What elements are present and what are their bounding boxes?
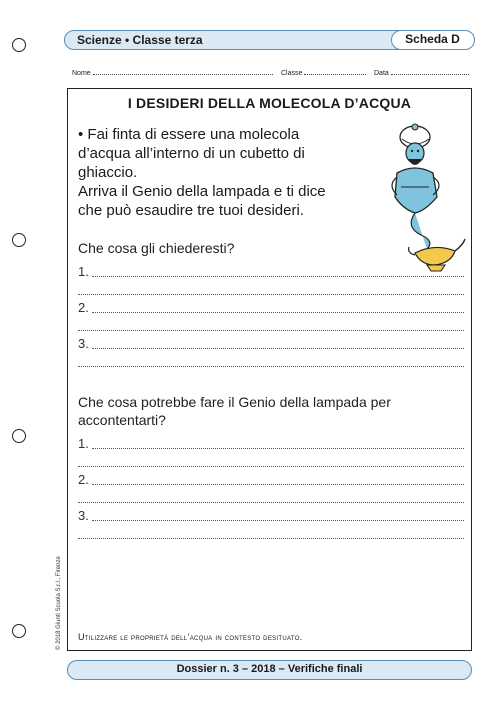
answer-number: 2. bbox=[78, 300, 89, 315]
answer-number: 1. bbox=[78, 436, 89, 451]
class-field[interactable] bbox=[281, 68, 366, 77]
answer-line-3[interactable] bbox=[78, 337, 464, 351]
question-2-line: accontentarti? bbox=[78, 412, 166, 428]
answer-line-6[interactable] bbox=[78, 509, 464, 523]
question-2 bbox=[78, 393, 391, 429]
binder-hole-1 bbox=[12, 38, 26, 52]
intro-text bbox=[78, 125, 368, 220]
answer-number: 2. bbox=[78, 472, 89, 487]
answer-number: 1. bbox=[78, 264, 89, 279]
intro-line: • Fai finta di essere una molecola bbox=[78, 126, 300, 143]
answer-number: 3. bbox=[78, 336, 89, 351]
intro-line: Arriva il Genio della lampada e ti dice bbox=[78, 183, 326, 200]
answer-line-5[interactable] bbox=[78, 473, 464, 487]
question-2-line: Che cosa potrebbe fare il Genio della lampada per bbox=[78, 394, 391, 410]
binder-hole-4 bbox=[12, 624, 26, 638]
answer-line-2[interactable] bbox=[78, 301, 464, 315]
sheet-label: Scheda D bbox=[391, 30, 475, 50]
name-label: Nome bbox=[72, 70, 91, 77]
answer-line-4[interactable] bbox=[78, 437, 464, 451]
worksheet-frame bbox=[67, 88, 472, 651]
learning-objective: Utilizzare le proprietà dell’acqua in contesto desituato. bbox=[78, 632, 303, 642]
binder-hole-3 bbox=[12, 429, 26, 443]
intro-line: d’acqua all’interno di un cubetto di bbox=[78, 145, 305, 162]
answer-line[interactable] bbox=[78, 283, 464, 297]
answer-line[interactable] bbox=[78, 527, 464, 541]
page-title: I DESIDERI DELLA MOLECOLA D’ACQUA bbox=[127, 95, 412, 111]
answer-line[interactable] bbox=[78, 355, 464, 369]
intro-line: ghiaccio. bbox=[78, 164, 138, 181]
intro-line: che può esaudire tre tuoi desideri. bbox=[78, 202, 304, 219]
answer-number: 3. bbox=[78, 508, 89, 523]
footer-bar: Dossier n. 3 – 2018 – Verifiche finali bbox=[67, 660, 472, 680]
answer-line[interactable] bbox=[78, 455, 464, 469]
subject-label: Scienze • Classe terza bbox=[77, 33, 203, 47]
class-label: Classe bbox=[281, 70, 303, 77]
date-label: Data bbox=[374, 70, 389, 77]
date-field[interactable] bbox=[374, 68, 469, 77]
question-1: Che cosa gli chiederesti? bbox=[78, 240, 235, 256]
answer-line[interactable] bbox=[78, 319, 464, 333]
answer-line[interactable] bbox=[78, 491, 464, 505]
genie-lamp-illustration bbox=[375, 115, 467, 275]
answer-line-1[interactable] bbox=[78, 265, 464, 279]
header-bar bbox=[64, 30, 474, 50]
binder-hole-2 bbox=[12, 233, 26, 247]
name-field[interactable] bbox=[72, 68, 273, 77]
copyright-note: © 2018 Giunti Scuola S.r.l., Firenze bbox=[56, 556, 62, 650]
